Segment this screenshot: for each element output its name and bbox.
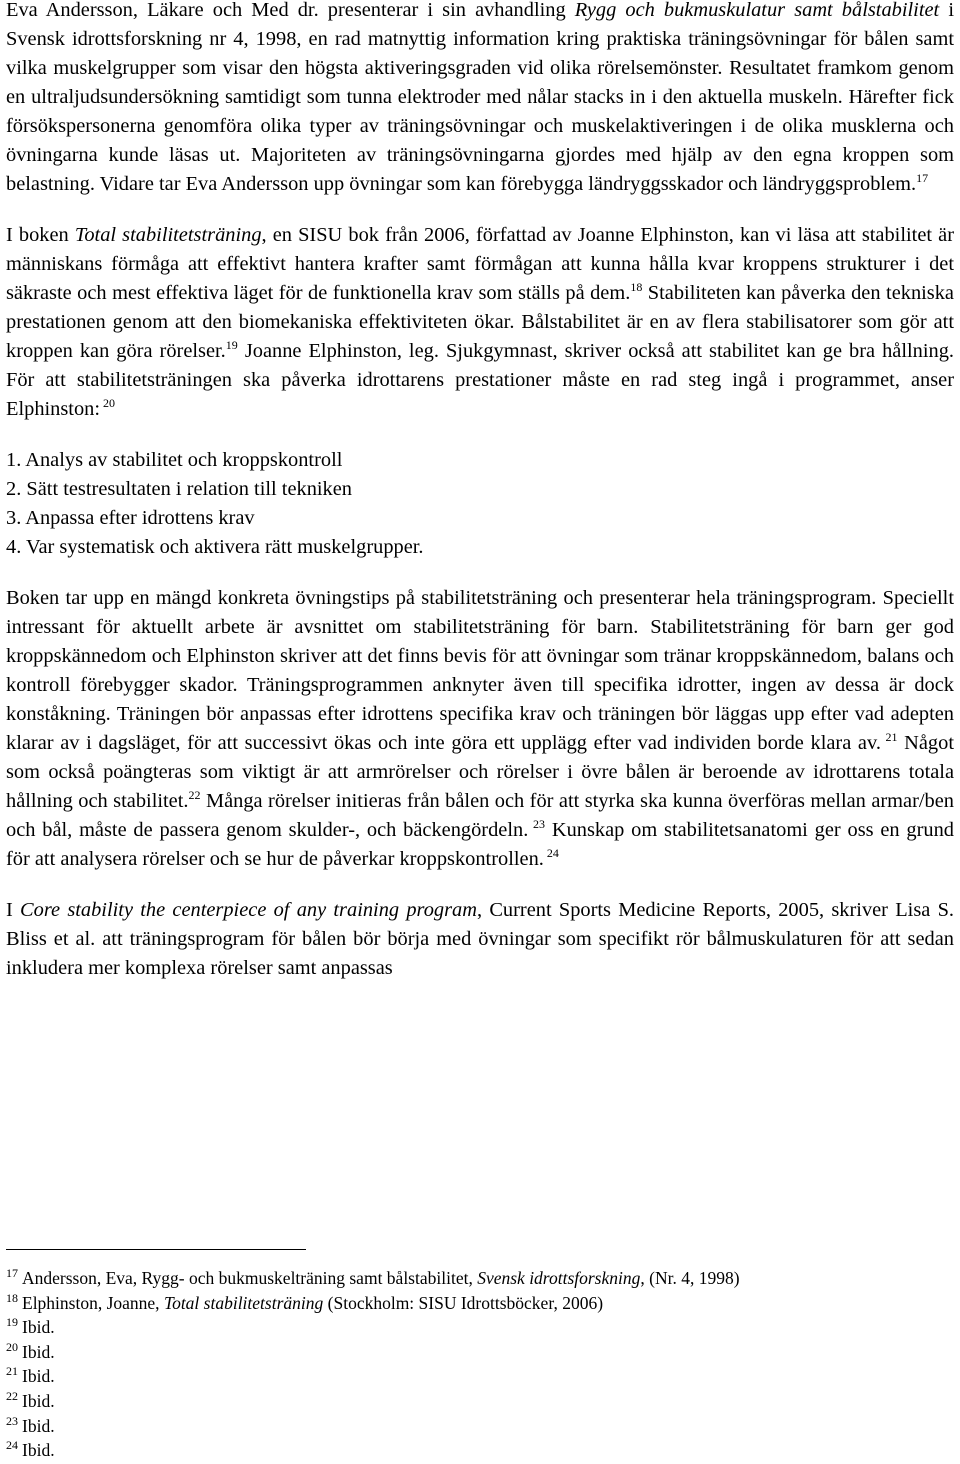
text-run: Stabiliteten kan påverka den tekniska prestationen genom att den biomekaniska effektiviteten ökar. Bålstabilitet är en av flera stabilisatorer som gör att kroppen kan göra rörelser. xyxy=(6,282,954,362)
footnote-text: Ibid. xyxy=(22,1390,55,1411)
footnote-number: 19 xyxy=(6,1315,18,1330)
paragraph-gap xyxy=(6,874,954,896)
text-run: Joanne Elphinston, leg. Sjukgymnast, skriver också att stabilitet kan ge bra hållning. För att stabilitetsträningen ska påverka idrottarens prestationer måste en rad steg ingå i programmet, anser Elphinston: xyxy=(6,340,954,420)
footnote-text: Ibid. xyxy=(22,1440,55,1461)
footnote-text: (Stockholm: SISU Idrottsböcker, 2006) xyxy=(323,1292,604,1313)
footnotes xyxy=(6,1266,954,1463)
footnote-italic: Total stabilitetsträning xyxy=(163,1292,324,1313)
paragraph-gap xyxy=(6,424,954,446)
footnote-text: Ibid. xyxy=(22,1366,55,1387)
footnote-number: 18 xyxy=(6,1290,18,1305)
footnote-text: , (Nr. 4, 1998) xyxy=(640,1268,740,1288)
steps-list xyxy=(6,446,954,562)
text-run: Eva Andersson, Läkare och Med dr. presenterar i sin avhandling xyxy=(6,0,575,21)
footnote-20 xyxy=(6,1340,954,1365)
paragraph-elphinston xyxy=(6,221,954,424)
footnote-ref-24[interactable]: 24 xyxy=(543,846,559,860)
footnote-text: Ibid. xyxy=(22,1415,55,1436)
footnote-18 xyxy=(6,1291,954,1316)
footnote-ref-23[interactable]: 23 xyxy=(528,817,546,831)
footnote-text: Ibid. xyxy=(22,1317,55,1338)
text-run: Boken tar upp en mängd konkreta övningstips på stabilitetsträning och presenterar hela träningsprogram. Speciellt intressant för aktuellt arbete är avsnittet om stabilitetsträning för barn. Stabilitetsträning för barn ger god kroppskännedom och Elphinston skriver att det finns bevis för att övningar som tränar kroppskännedom, balans och kontroll förebygger skador. Träningsprogrammen anknyter även till specifika idrotter, ingen av dessa är dock konståkning. Träningen bör anpassas efter idrottens specifika krav och träningen bör läggas upp efter vad adepten klarar av i dagsläget, för att successivt ökas och inte göra ett upplägg efter vad individen borde klara av. xyxy=(6,587,954,754)
footnote-number: 22 xyxy=(6,1388,18,1403)
text-run: I boken xyxy=(6,224,75,246)
text-run: Kunskap om stabilitetsanatomi ger oss en grund för att analysera rörelser och se hur de påverkar kroppskontrollen. xyxy=(6,819,954,870)
list-item: 4. Var systematisk och aktivera rätt muskelgrupper. xyxy=(6,536,424,558)
footnote-22 xyxy=(6,1389,954,1414)
paragraph-book-content xyxy=(6,584,954,874)
footnote-number: 23 xyxy=(6,1413,18,1428)
footnote-number: 20 xyxy=(6,1339,18,1354)
footnote-ref-19[interactable]: 19 xyxy=(225,338,238,352)
text-run: i Svensk idrottsforskning nr 4, 1998, en rad matnyttig information kring praktiska träningsövningar för bålen samt vilka muskelgrupper som visar den högsta aktiveringsgraden vid olika rörelsemönster. Resultatet framkom genom en ultraljudsundersökning samtidigt som tunna elektroder med nålar stacks in i den aktuella muskeln. Härefter fick försökspersonerna genomföra olika typer av träningsövningar och muskelaktiveringen i de olika musklerna och övningarna kunde läsas ut. Majoriteten av träningsövningarna gjordes med hjälp av den egna kroppen som belastning. Vidare tar Eva Andersson upp övningar som kan förebygga ländryggsskador och ländryggsproblem. xyxy=(6,0,954,195)
footnote-ref-20[interactable]: 20 xyxy=(100,396,116,410)
list-item: 2. Sätt testresultaten i relation till tekniken xyxy=(6,478,352,500)
list-item: 3. Anpassa efter idrottens krav xyxy=(6,507,255,529)
footnote-ref-22[interactable]: 22 xyxy=(188,788,201,802)
paragraph-bliss xyxy=(6,896,954,983)
footnote-19 xyxy=(6,1315,954,1340)
footnote-number: 24 xyxy=(6,1438,18,1453)
footnote-separator xyxy=(6,1249,306,1250)
footnote-italic: Svensk idrottsforskning xyxy=(477,1268,641,1288)
footnote-text: Ibid. xyxy=(22,1341,55,1362)
footnote-number: 17 xyxy=(6,1266,18,1280)
footnote-text: Andersson, Eva, Rygg- och bukmuskelträning samt bålstabilitet, xyxy=(22,1268,478,1288)
footnote-ref-17[interactable]: 17 xyxy=(916,171,929,185)
paragraph-gap xyxy=(6,562,954,584)
paragraph-gap xyxy=(6,199,954,221)
work-title: Total stabilitetsträning xyxy=(74,224,262,246)
text-run: , Current Sports Medicine Reports, 2005, skriver Lisa S. Bliss et al. att träningsprogram för bålen bör börja med övningar som specifikt rör bålmuskulaturen för att sedan inkludera mer komplexa rörelser samt anpassas xyxy=(6,899,955,979)
footnote-24 xyxy=(6,1438,954,1463)
text-run: I xyxy=(6,899,21,921)
footnote-17 xyxy=(6,1266,954,1291)
footnote-23 xyxy=(6,1414,954,1439)
footnote-ref-21[interactable]: 21 xyxy=(880,730,898,744)
text-run: Något som också poängteras som viktigt är att armrörelser och rörelser i övre bålen är beroende av idrottarens totala hållning och stabilitet. xyxy=(6,732,954,812)
footnote-text: Elphinston, Joanne, xyxy=(22,1292,164,1313)
footnote-ref-18[interactable]: 18 xyxy=(630,280,643,294)
footnote-21 xyxy=(6,1364,954,1389)
work-title: Rygg och bukmuskulatur samt bålstabilitet xyxy=(574,0,940,21)
list-item: 1. Analys av stabilitet och kroppskontroll xyxy=(6,449,343,471)
work-title: Core stability the centerpiece of any training program xyxy=(20,899,477,921)
paragraph-andersson xyxy=(6,0,954,199)
text-run: , en SISU bok från 2006, författad av Joanne Elphinston, kan vi läsa att stabilitet är människans förmåga att effektivt hantera krafter samt förmågan att kunna hålla kvar kroppens strukturer i det säkraste och mest effektiva läget för de funktionella krav som ställs på dem. xyxy=(6,224,954,304)
text-run: Många rörelser initieras från bålen och för att styrka ska kunna överföras mellan armar/ben och bål, måste de passera genom skulder-, och bäckengördeln. xyxy=(6,790,954,841)
document-page xyxy=(6,0,954,983)
footnote-number: 21 xyxy=(6,1364,18,1379)
